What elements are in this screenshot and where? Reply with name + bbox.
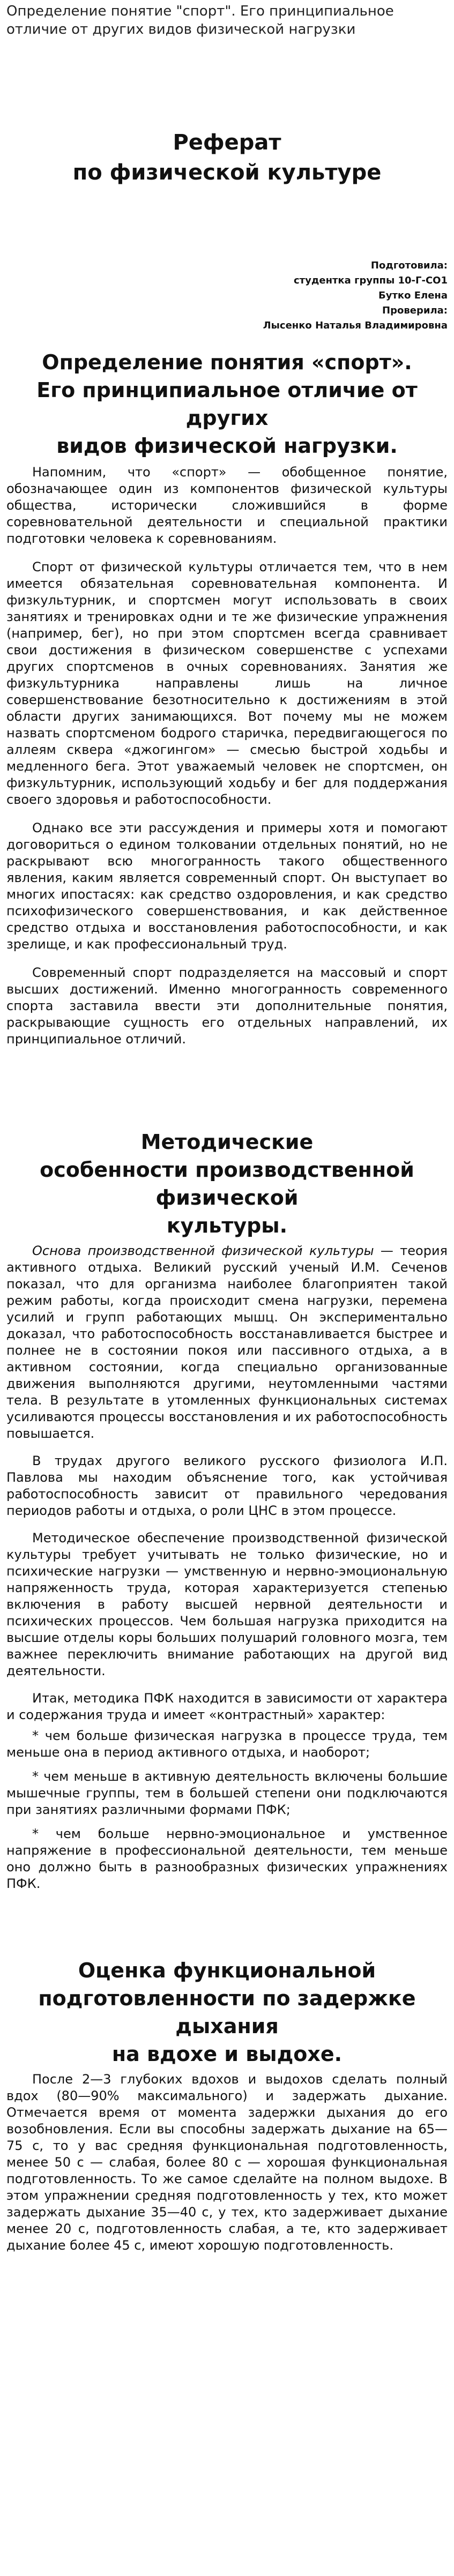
cover-title-line1: Реферат bbox=[173, 130, 281, 155]
spacer bbox=[6, 953, 448, 965]
section3-title-line3: на вдохе и выдохе. bbox=[111, 2042, 343, 2066]
section1-title-line1: Определение понятия «спорт». bbox=[42, 350, 412, 374]
section3-title-line2: подготовленности по задержке дыхания bbox=[38, 1987, 416, 2038]
spacer bbox=[6, 460, 448, 464]
section1-title-line2: Его принципиальное отличие от других bbox=[36, 378, 418, 430]
section1-paragraph: Спорт от физической культуры отличается тем, что в нем имеется обязательная соревновательная компонента. И физкультурник, и спортсмен могут использовать в своих занятиях и тренировках одни и те же физические упражнения (например, бег), но при этом спортсмен всегда сравнивает свои достижения в физическом совершенстве с успехами других спортсменов в очных соревнованиях. Занятия же физкультурника направлены лишь на личное совершенствование безотносительно к достижениям в этой области других занимающихся. Вот почему мы не можем назвать спортсменом бодрого старичка, передвигающегося по аллеям сквера «джогингом» — смесью быстрой ходьбы и медленного бега. Этот уважаемый человек не спортсмен, он физкультурник, использующий ходьбу и бег для поддержания своего здоровья и работоспособности. bbox=[6, 559, 448, 807]
student-name: Бутко Елена bbox=[378, 290, 448, 301]
spacer bbox=[6, 1818, 448, 1826]
spacer bbox=[6, 188, 448, 258]
spacer bbox=[6, 547, 448, 559]
prepared-label: Подготовила: bbox=[370, 260, 448, 271]
list-item: * чем больше нервно-эмоциональное и умственное напряжение в профессиональной деятельности, тем меньше оно должно быть в разнообразных физических упражнениях ПФК. bbox=[6, 1826, 448, 1891]
spacer bbox=[6, 1442, 448, 1453]
checked-label: Проверила: bbox=[382, 305, 448, 316]
spacer bbox=[6, 808, 448, 820]
spacer bbox=[6, 333, 448, 348]
section1-paragraph: Напомним, что «спорт» — обобщенное понятие, обозначающее один из компонентов физической культуры общества, исторически сложившийся в форме соревновательной деятельности и специальной практики подготовки человека к соревнованиям. bbox=[6, 465, 448, 546]
section3-title-line1: Оценка функциональной bbox=[78, 1959, 376, 1982]
section1-title-line3: видов физической нагрузки. bbox=[56, 434, 398, 458]
spacer bbox=[6, 1723, 448, 1728]
spacer bbox=[6, 1519, 448, 1530]
section2-paragraph bbox=[6, 1243, 448, 1442]
section3-paragraph: После 2—3 глубоких вдохов и выдохов сделать полный вдох (80—90% максимального) и задержать дыхание. Отмечается время от момента задержки дыхания до его возобновления. Если вы способны задержать дыхание на 65—75 с, то у вас средняя функциональная подготовленность, менее 50 с — слабая, более 80 с — хорошая функциональная подготовленность. То же самое сделайте на полном выдохе. В этом упражнении средняя подготовленность у тех, кто может задержать дыхание 35—40 с, у тех, кто задерживает дыхание менее 20 с, подготовленность слабая, а те, кто задерживает дыхание более 45 с, имеют хорошую подготовленность. bbox=[6, 2072, 448, 2253]
section1-paragraph: Однако все эти рассуждения и примеры хотя и помогают договориться о едином толковании отдельных понятий, но не раскрывают всю многогранность такого общественного явления, каким является современный спорт. Он выступает во многих ипостасях: как средство оздоровления, и как средство психофизического совершенствования, и как действенное средство отдыха и восстановления работоспособности, и как зрелище, и как профессиональный труд. bbox=[6, 820, 448, 952]
spacer bbox=[6, 1679, 448, 1690]
section2-lead-term: Основа производственной физической культуры bbox=[32, 1243, 374, 1258]
spacer bbox=[6, 39, 448, 128]
spacer bbox=[6, 1048, 448, 1128]
list-item: * чем меньше в активную деятельность включены большие мышечные группы, тем в большей степени они подключаются при занятиях различными формами ПФК; bbox=[6, 1769, 448, 1817]
section2-paragraph: Итак, методика ПФК находится в зависимости от характера и содержания труда и имеет «контрастный» характер: bbox=[6, 1691, 448, 1722]
section1-paragraph: Современный спорт подразделяется на массовый и спорт высших достижений. Именно многогранность современного спорта заставила ввести эти дополнительные понятия, раскрывающие сущность его отдельных направлений, их принципиальное отличий. bbox=[6, 965, 448, 1047]
spacer bbox=[6, 1892, 448, 1957]
document-heading: Определение понятие "спорт". Его принципиальное отличие от других видов физической нагрузки bbox=[6, 3, 394, 38]
section2-paragraph: Методическое обеспечение производственной физической культуры требует учитывать не только физические, но и психические нагрузки — умственную и нервно-эмоциональную напряженность труда, которая характеризуется степенью включения в работу высшей нервной деятельности и психических процессов. Чем большая нагрузка приходится на высшие отделы коры больших полушарий головного мозга, тем важнее переключить внимание работающих на другой вид деятельности. bbox=[6, 1530, 448, 1678]
section2-title-line1: Методические bbox=[140, 1130, 314, 1154]
section2-title-line3: культуры. bbox=[166, 1214, 288, 1237]
cover-title-line2: по физической культуре bbox=[72, 160, 382, 185]
section2-paragraph-text: — теория активного отдыха. Великий русский ученый И.М. Сеченов показал, что для организма наиболее благоприятен такой режим работы, когда происходит смена нагрузки, перемена усилий и групп работающих мышц. Он экспериментально доказал, что работоспособность восстанавливается быстрее и полнее не в состоянии покоя или пассивного отдыха, а в активном состоянии, когда специально организованные движения выполняются другими, неутомленными частями тела. В результате в утомленных функциональных системах усиливаются процессы восстановления и их работоспособность повышается. bbox=[6, 1243, 448, 1441]
student-group: студентка группы 10-Г-СО1 bbox=[293, 275, 448, 286]
spacer bbox=[6, 1761, 448, 1768]
section2-title-line2: особенности производственной физической bbox=[40, 1158, 414, 1209]
section2-paragraph: В трудах другого великого русского физиолога И.П. Павлова мы находим объяснение того, как устойчивая работоспособность зависит от правильного чередования периодов работы и отдыха, о роли ЦНС в этом процессе. bbox=[6, 1453, 448, 1518]
teacher-name: Лысенко Наталья Владимировна bbox=[263, 320, 448, 331]
list-item: * чем больше физическая нагрузка в процессе труда, тем меньше она в период активного отдыха, и наоборот; bbox=[6, 1728, 448, 1760]
